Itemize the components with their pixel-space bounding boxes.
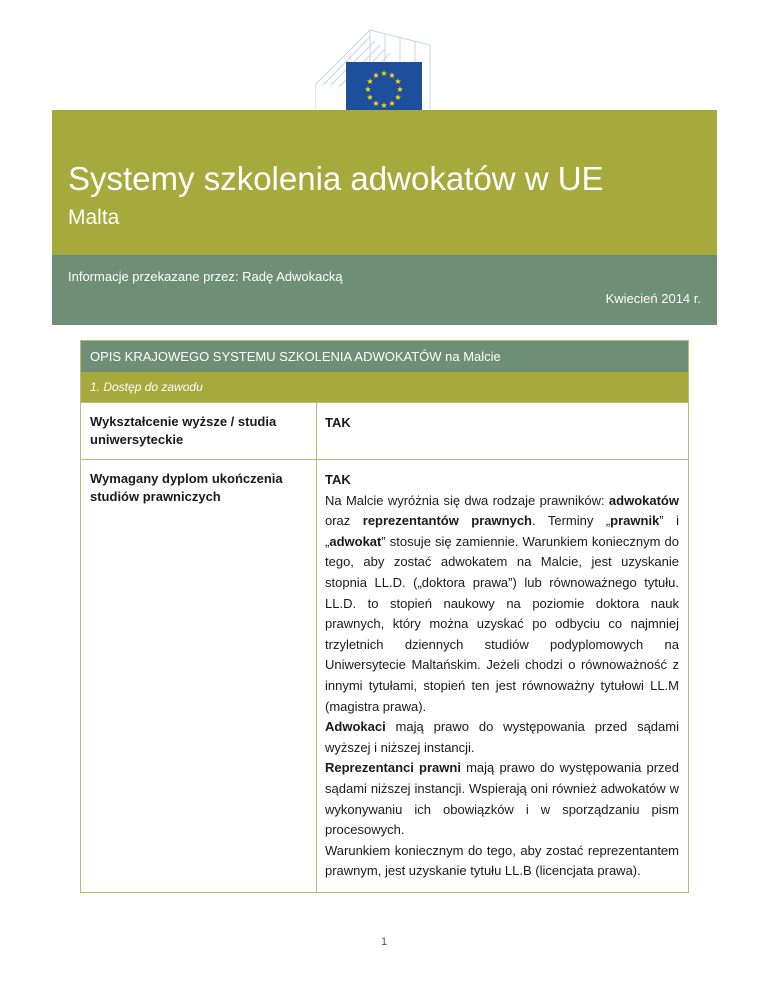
row-label: Wymagany dyplom ukończenia studiów prawniczych [81,460,317,892]
bold-span: Reprezentanci prawni [325,760,461,776]
provided-by-text: Informacje przekazane przez: Radę Adwokacką [68,269,343,284]
info-bar [52,255,717,325]
section-heading: 1. Dostęp do zawodu [81,372,688,402]
bold-span: reprezentantów prawnych [362,513,532,529]
svg-text:★: ★ [380,101,388,110]
svg-text:★: ★ [396,85,404,94]
paragraph-legal-procurators [325,758,679,840]
text-span: oraz [325,513,363,529]
row-value [317,460,688,892]
table-row [81,402,688,459]
svg-text:★: ★ [380,69,388,78]
svg-text:★: ★ [388,71,396,80]
row-value-head: TAK [325,472,351,487]
text-span: . Terminy „ [532,513,611,529]
paragraph-advocates [325,717,679,758]
bold-span: Adwokaci [325,719,386,735]
paragraph-requirement: Warunkiem koniecznym do tego, aby zostać reprezentantem prawnym, jest uzyskanie tytułu LL.B (licencjata prawa). [325,842,679,879]
row-label: Wykształcenie wyższe / studia uniwersyteckie [81,403,317,459]
bold-span: prawnik [610,513,660,529]
table-header: OPIS KRAJOWEGO SYSTEMU SZKOLENIA ADWOKATÓW na Malcie [81,341,688,372]
text-span: ” i „ [325,513,679,549]
svg-text:★: ★ [394,93,402,102]
document-subtitle: Malta [68,206,120,229]
paragraph-lawyer-types [325,491,679,718]
document-title: Systemy szkolenia adwokatów w UE [68,160,604,197]
text-span: mają prawo do występowania przed sądami wyższej i niższej instancji. [325,719,679,755]
description-table [80,340,689,893]
table-row [81,459,688,892]
text-span: Na Malcie wyróżnia się dwa rodzaje prawników: [325,492,609,508]
svg-text:★: ★ [372,71,380,80]
svg-text:★: ★ [366,77,374,86]
svg-text:★: ★ [394,77,402,86]
text-span: mają prawo do występowania przed sądami niższej instancji. Wspierają oni również adwokatów w wykonywaniu ich obowiązków i w sporządzaniu pism procesowych. [325,760,680,838]
svg-text:★: ★ [364,85,372,94]
bold-span: adwokatów [608,492,679,508]
date-text: Kwiecień 2014 r. [605,291,701,306]
svg-text:★: ★ [388,99,396,108]
row-value-text: TAK [325,415,351,430]
text-span: ” stosuje się zamiennie. Warunkiem koniecznym do tego, aby zostać adwokatem na Malcie, jest uzyskanie stopnia LL.D. („doktora prawa”) lub równoważnego tytułu. LL.D. to stopień naukowy na poziomie doktora nauk prawnych, który można uzyskać po odbyciu co najmniej trzyletnich dziennych studiów podyplomowych na Uniwersytecie Maltańskim. Jeżeli chodzi o równoważność z innymi tytułami, stopień ten jest równoważny tytułowi LL.M (magistra prawa). [325,533,679,714]
bold-span: adwokat [329,533,382,549]
title-banner [52,110,717,255]
svg-text:★: ★ [366,93,374,102]
row-value [317,403,688,459]
svg-text:★: ★ [372,99,380,108]
page-number: 1 [380,936,388,948]
